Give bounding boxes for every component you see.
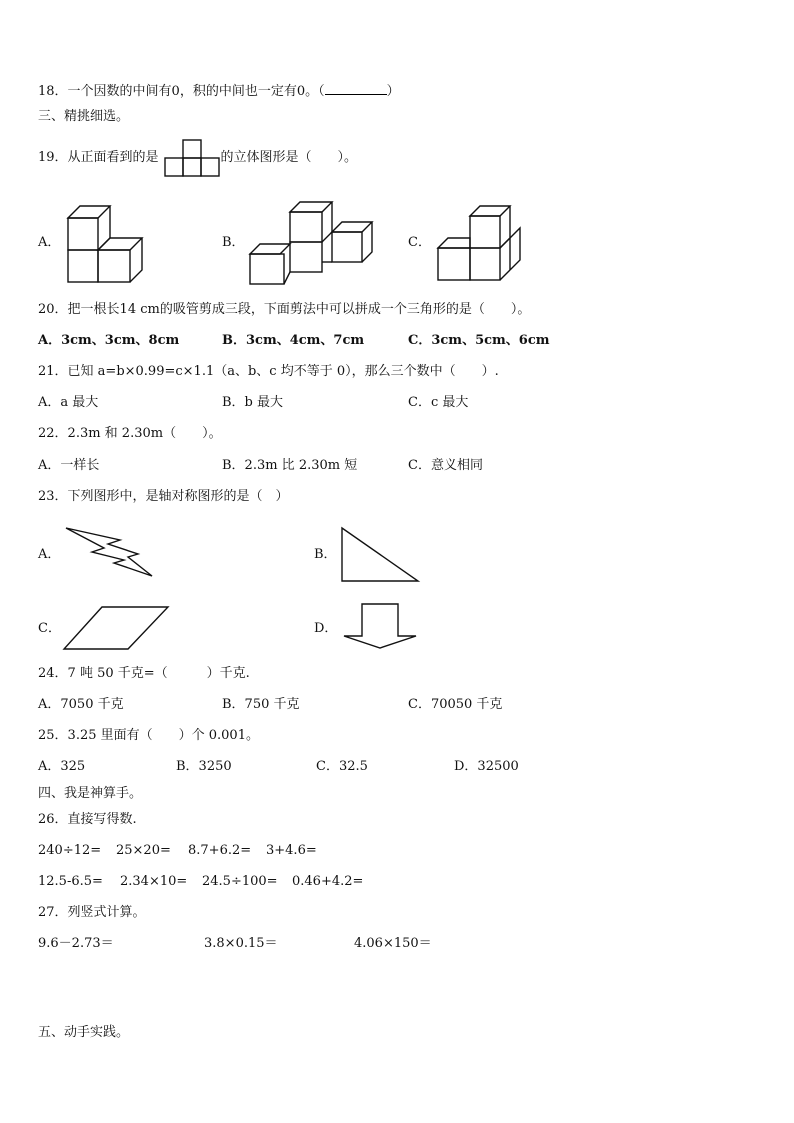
question-24: 24．7 吨 50 千克=（ ）千克. (38, 666, 250, 681)
section-3-heading: 三、精挑细选。 (38, 109, 130, 124)
q25-option-d[interactable]: D．32500 (454, 759, 519, 774)
vertical-calc-item: 3.8×0.15＝ (204, 936, 278, 951)
question-18 (38, 83, 400, 100)
q24-option-c[interactable]: C．70050 千克 (408, 697, 503, 712)
q19-option-a-label[interactable]: A． (38, 235, 61, 250)
q23-lightning-shape[interactable] (64, 526, 156, 580)
q19-option-b-cubes[interactable] (246, 200, 378, 288)
calc-item: 3+4.6= (266, 843, 317, 858)
calc-item: 24.5÷100= (202, 874, 278, 889)
calc-item: 2.34×10= (120, 874, 188, 889)
q19-option-b-label[interactable]: B． (222, 235, 245, 250)
q21-option-b[interactable]: B．b 最大 (222, 395, 284, 410)
q20-option-b[interactable]: B．3cm、4cm、7cm (222, 333, 365, 348)
question-26: 26．直接写得数. (38, 812, 137, 827)
q22-option-c[interactable]: C．意义相同 (408, 458, 483, 473)
question-25: 25．3.25 里面有（ ）个 0.001。 (38, 728, 259, 743)
q19-option-a-cubes[interactable] (64, 202, 154, 284)
question-22: 22．2.3m 和 2.30m（ ）。 (38, 426, 222, 441)
q24-option-b[interactable]: B．750 千克 (222, 697, 300, 712)
calc-item: 240÷12= (38, 843, 102, 858)
q18-text: 18．一个因数的中间有0，积的中间也一定有0。（ (38, 84, 325, 99)
q21-option-a[interactable]: A．a 最大 (38, 395, 99, 410)
q24-option-a[interactable]: A．7050 千克 (38, 697, 124, 712)
q25-option-b[interactable]: B．3250 (176, 759, 232, 774)
q23-option-b-label[interactable]: B． (314, 547, 337, 562)
q19-option-c-label[interactable]: C． (408, 235, 431, 250)
front-view-figure (164, 139, 224, 179)
calc-item: 25×20= (116, 843, 171, 858)
q23-option-a-label[interactable]: A． (38, 547, 61, 562)
section-5-heading: 五、动手实践。 (38, 1025, 130, 1040)
q25-option-c[interactable]: C．32.5 (316, 759, 368, 774)
calc-item: 0.46+4.2= (292, 874, 364, 889)
q19-prefix: 19．从正面看到的是 (38, 150, 159, 165)
vertical-calc-item: 4.06×150＝ (354, 936, 432, 951)
q20-option-a[interactable]: A．3cm、3cm、8cm (38, 333, 180, 348)
q23-option-c-label[interactable]: C． (38, 621, 61, 636)
q22-option-b[interactable]: B．2.3m 比 2.30m 短 (222, 458, 358, 473)
q22-option-a[interactable]: A．一样长 (38, 458, 100, 473)
vertical-calc-item: 9.6－2.73＝ (38, 936, 114, 951)
q19-suffix: 的立体图形是（ ）。 (220, 150, 358, 165)
answer-blank[interactable] (325, 83, 387, 95)
question-23: 23．下列图形中，是轴对称图形的是（ ） (38, 489, 289, 504)
question-20: 20．把一根长14 cm的吸管剪成三段，下面剪法中可以拼成一个三角形的是（ ）。 (38, 302, 531, 317)
question-21: 21．已知 a=b×0.99=c×1.1（a、b、c 均不等于 0），那么三个数中（ ）. (38, 364, 499, 379)
q23-right-triangle-shape[interactable] (340, 526, 422, 584)
q21-option-c[interactable]: C．c 最大 (408, 395, 469, 410)
q18-close: ） (386, 84, 400, 99)
calc-item: 12.5-6.5= (38, 874, 103, 889)
q23-down-arrow-shape[interactable] (340, 602, 420, 652)
calc-item: 8.7+6.2= (188, 843, 252, 858)
q23-parallelogram-shape[interactable] (62, 605, 172, 653)
q25-option-a[interactable]: A．325 (38, 759, 86, 774)
question-27: 27．列竖式计算。 (38, 905, 146, 920)
q23-option-d-label[interactable]: D． (314, 621, 338, 636)
q20-option-c[interactable]: C．3cm、5cm、6cm (408, 333, 550, 348)
q19-option-c-cubes[interactable] (434, 202, 526, 284)
section-4-heading: 四、我是神算手。 (38, 786, 143, 801)
